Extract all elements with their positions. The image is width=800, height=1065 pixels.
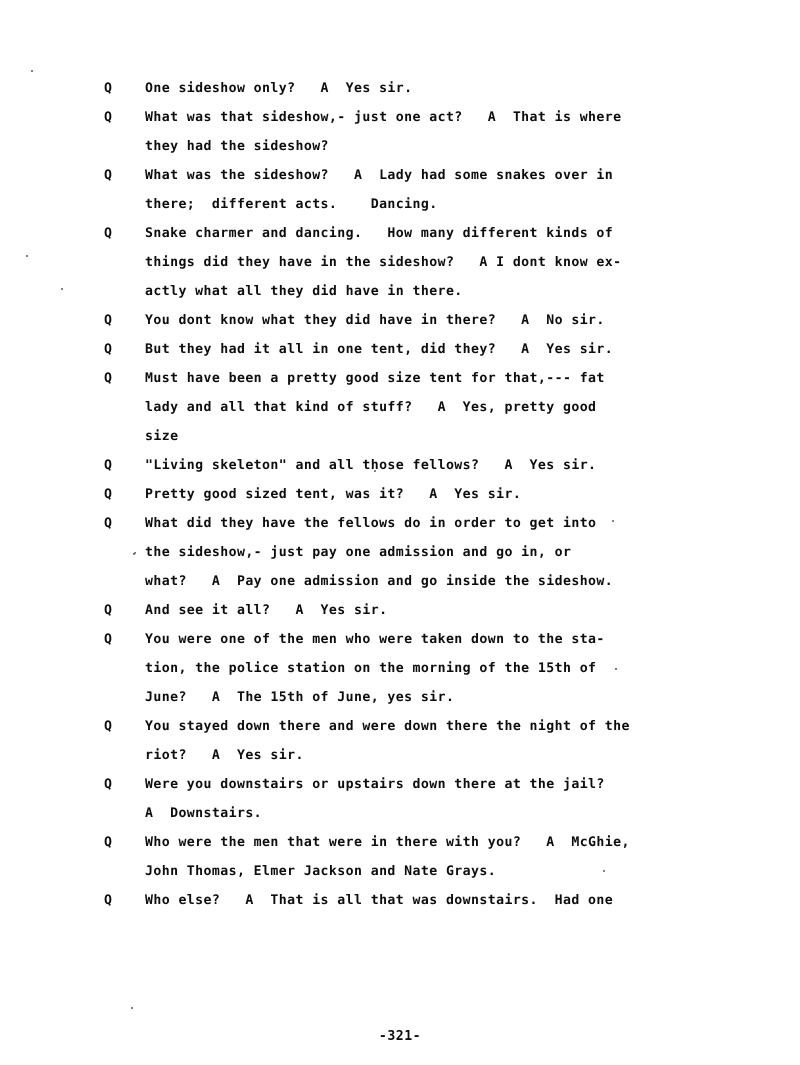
transcript-text: "Living skeleton" and all those fellows? A Yes sir. <box>145 458 597 473</box>
transcript-text: What did they have the fellows do in order to get into <box>145 516 597 531</box>
continuation-line <box>104 190 764 219</box>
transcript-body <box>104 74 764 915</box>
continuation-line <box>104 132 764 161</box>
speaker-marker: Q <box>104 226 113 241</box>
continuation-line <box>104 741 764 770</box>
speaker-marker: Q <box>104 835 113 850</box>
continuation-line <box>104 248 764 277</box>
transcript-text: size <box>145 429 179 444</box>
transcript-text: June? A The 15th of June, yes sir. <box>145 690 455 705</box>
transcript-text: John Thomas, Elmer Jackson and Nate Grays. <box>145 864 497 879</box>
question-line <box>104 451 764 480</box>
transcript-text: they had the sideshow? <box>145 139 329 154</box>
continuation-line <box>104 654 764 683</box>
speaker-marker: Q <box>104 371 113 386</box>
question-line <box>104 103 764 132</box>
transcript-text: there; different acts. Dancing. <box>145 197 438 212</box>
continuation-line <box>104 422 764 451</box>
transcript-text: lady and all that kind of stuff? A Yes, pretty good <box>145 400 597 415</box>
question-line <box>104 828 764 857</box>
question-line <box>104 364 764 393</box>
speaker-marker: Q <box>104 487 113 502</box>
speaker-marker: Q <box>104 81 113 96</box>
transcript-text: Who were the men that were in there with you? A McGhie, <box>145 835 630 850</box>
speaker-marker: Q <box>104 313 113 328</box>
transcript-text: the sideshow,- just pay one admission and go in, or <box>145 545 572 560</box>
transcript-text: riot? A Yes sir. <box>145 748 304 763</box>
speaker-marker: Q <box>104 342 113 357</box>
transcript-text: You dont know what they did have in there? A No sir. <box>145 313 605 328</box>
transcript-text: Pretty good sized tent, was it? A Yes sir. <box>145 487 522 502</box>
question-line <box>104 219 764 248</box>
transcript-text: What was that sideshow,- just one act? A That is where <box>145 110 622 125</box>
continuation-line <box>104 393 764 422</box>
paper-speck <box>26 255 28 257</box>
continuation-line <box>104 277 764 306</box>
speaker-marker: Q <box>104 719 113 734</box>
paper-speck <box>131 1007 133 1009</box>
question-line <box>104 596 764 625</box>
speaker-marker: Q <box>104 893 113 908</box>
speaker-marker: Q <box>104 632 113 647</box>
question-line <box>104 74 764 103</box>
transcript-text: What was the sideshow? A Lady had some snakes over in <box>145 168 614 183</box>
question-line <box>104 712 764 741</box>
transcript-text: And see it all? A Yes sir. <box>145 603 388 618</box>
paper-speck <box>61 288 63 290</box>
speaker-marker: Q <box>104 603 113 618</box>
question-line <box>104 625 764 654</box>
speaker-marker: Q <box>104 777 113 792</box>
transcript-text: You were one of the men who were taken down to the sta- <box>145 632 605 647</box>
question-line <box>104 161 764 190</box>
transcript-text: Must have been a pretty good size tent for that,--- fat <box>145 371 605 386</box>
continuation-line <box>104 538 764 567</box>
transcript-text: what? A Pay one admission and go inside the sideshow. <box>145 574 614 589</box>
transcript-text: One sideshow only? A Yes sir. <box>145 81 413 96</box>
question-line <box>104 770 764 799</box>
transcript-text: But they had it all in one tent, did they? A Yes sir. <box>145 342 614 357</box>
transcript-text: You stayed down there and were down there the night of the <box>145 719 630 734</box>
transcript-text: actly what all they did have in there. <box>145 284 463 299</box>
continuation-line <box>104 567 764 596</box>
continuation-line <box>104 799 764 828</box>
transcript-text: Snake charmer and dancing. How many different kinds of <box>145 226 614 241</box>
paper-speck <box>31 70 33 72</box>
speaker-marker: Q <box>104 110 113 125</box>
continuation-line <box>104 683 764 712</box>
question-line <box>104 480 764 509</box>
question-line <box>104 886 764 915</box>
question-line <box>104 306 764 335</box>
transcript-text: things did they have in the sideshow? A I dont know ex- <box>145 255 622 270</box>
question-line <box>104 335 764 364</box>
transcript-text: Were you downstairs or upstairs down there at the jail? <box>145 777 605 792</box>
page-number: -321- <box>378 1029 422 1044</box>
transcript-text: tion, the police station on the morning of the 15th of <box>145 661 597 676</box>
transcript-text: A Downstairs. <box>145 806 263 821</box>
speaker-marker: Q <box>104 458 113 473</box>
question-line <box>104 509 764 538</box>
speaker-marker: Q <box>104 168 113 183</box>
transcript-text: Who else? A That is all that was downstairs. Had one <box>145 893 614 908</box>
continuation-line <box>104 857 764 886</box>
speaker-marker: Q <box>104 516 113 531</box>
